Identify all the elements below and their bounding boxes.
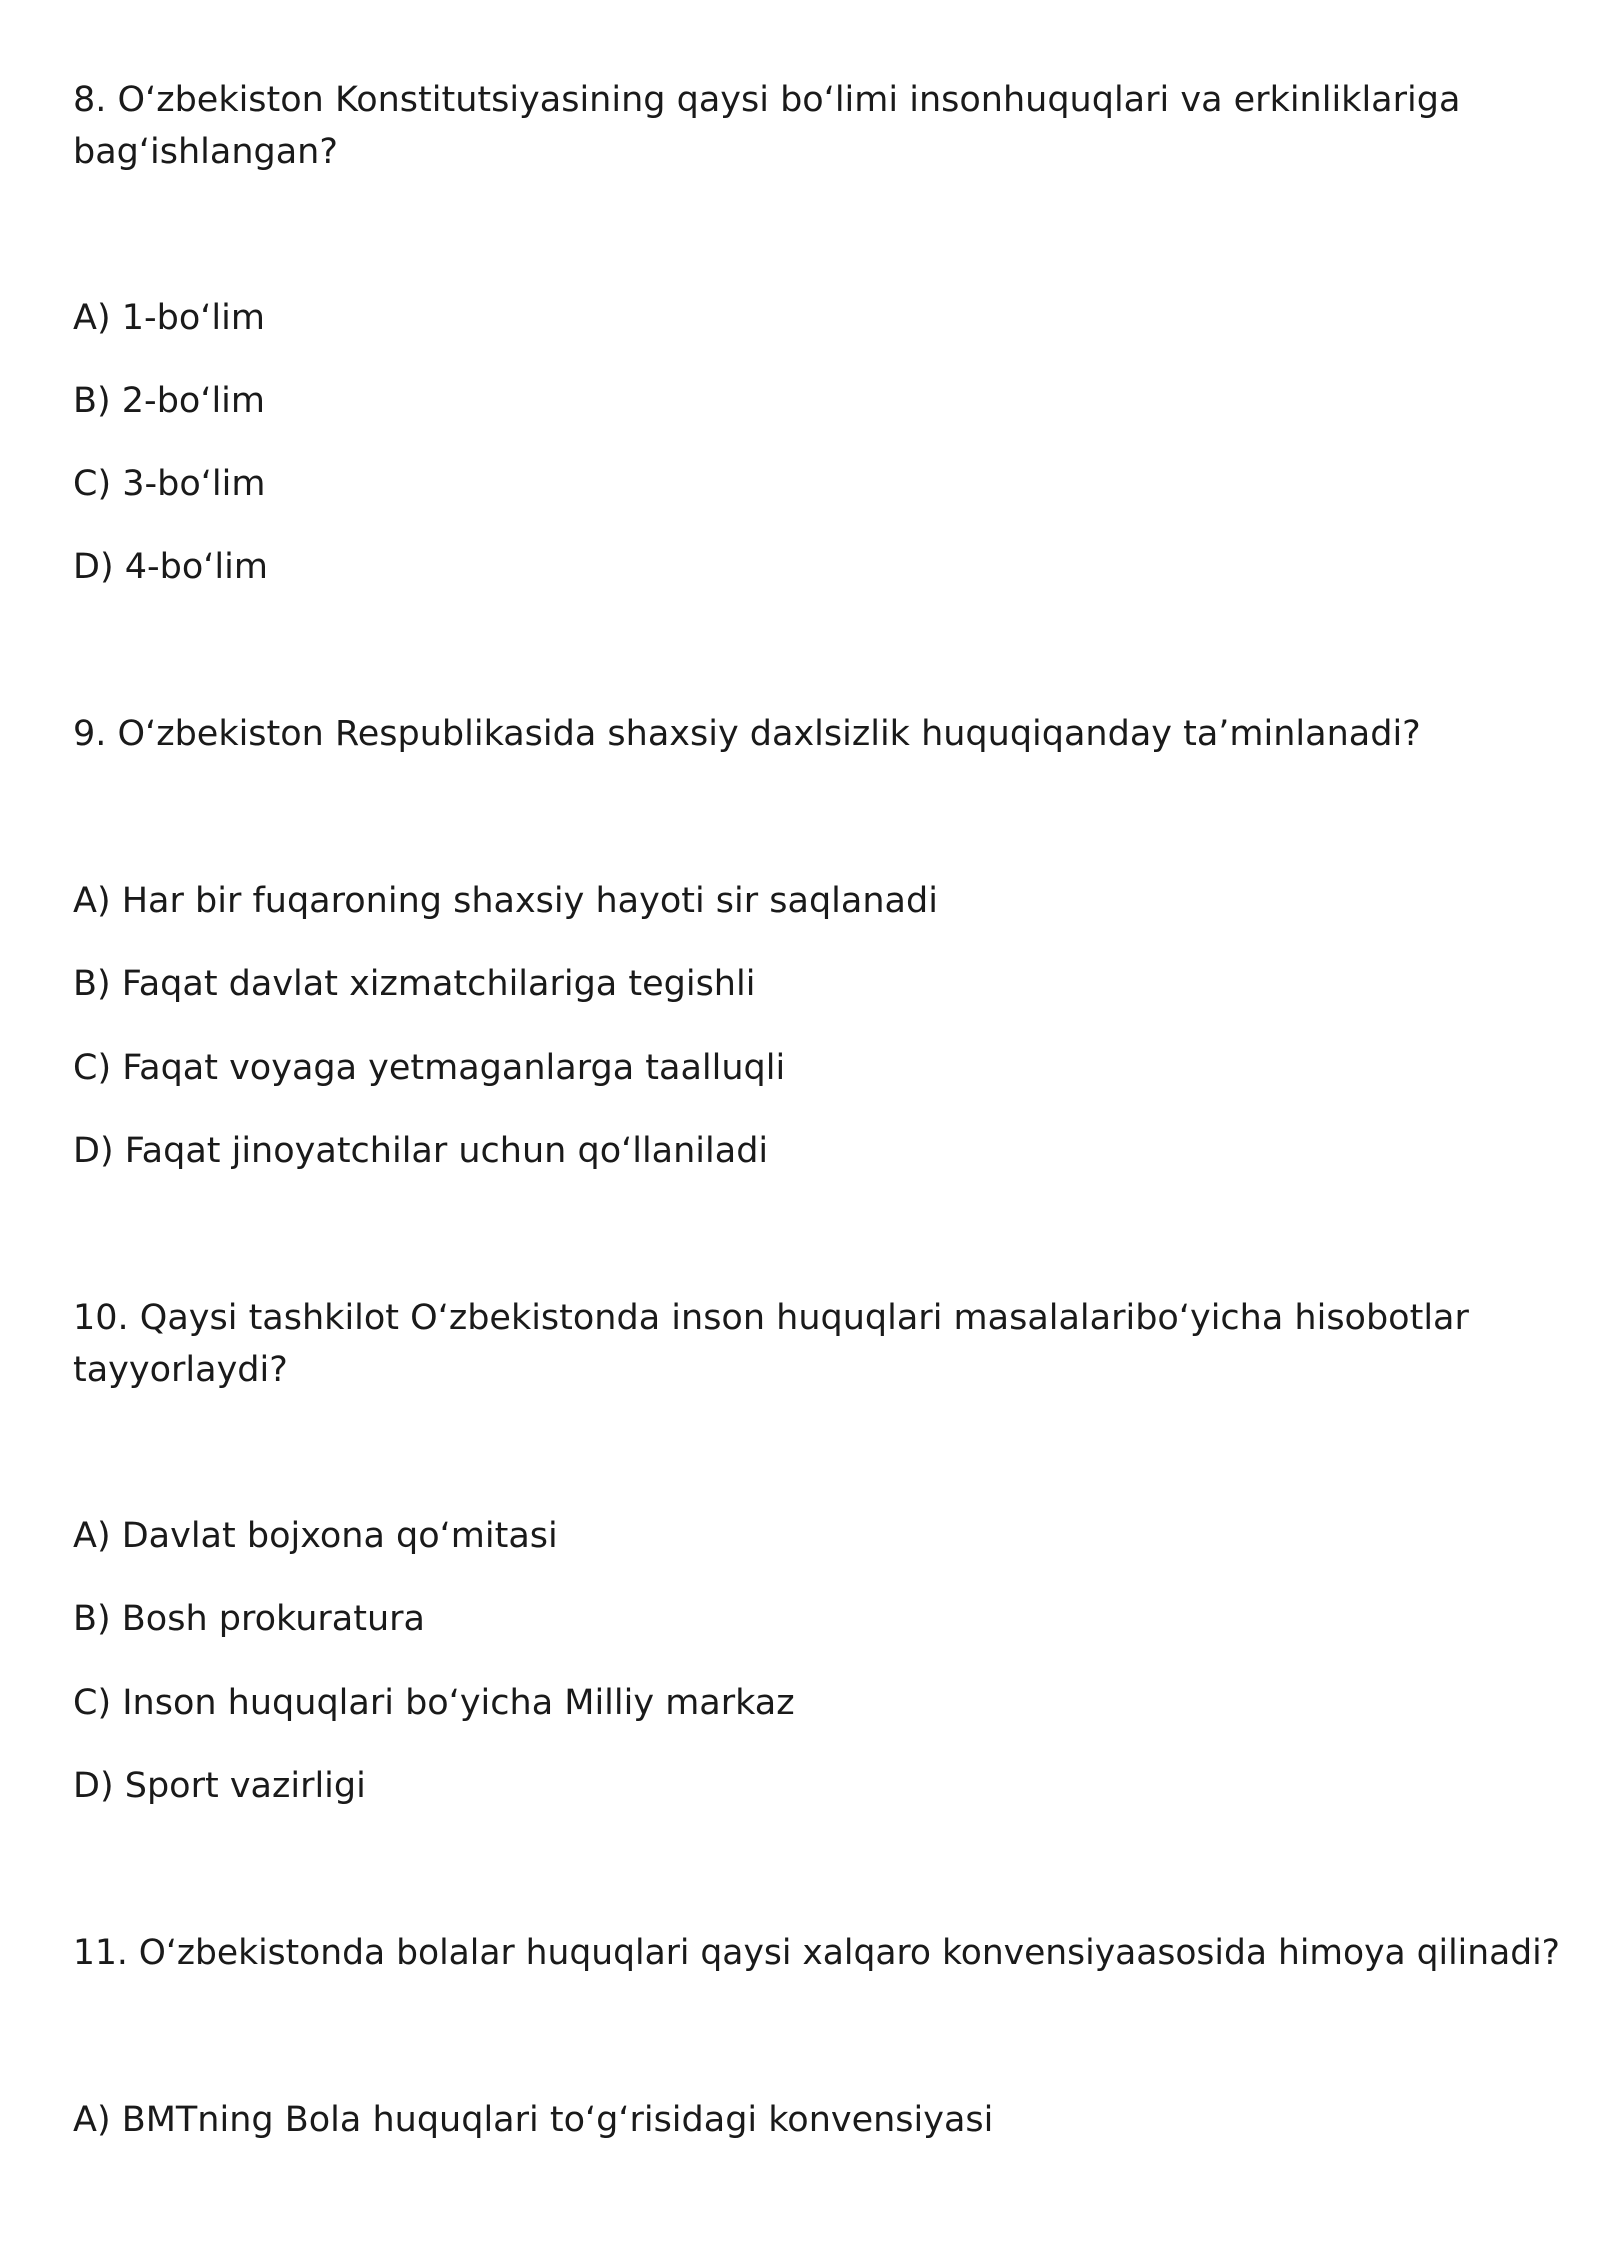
question-9-option-b: B) Faqat davlat xizmatchilariga tegishli <box>73 964 756 1004</box>
question-10-option-a: A) Davlat bojxona qo‘mitasi <box>73 1516 558 1556</box>
question-10-option-c: C) Inson huquqlari bo‘yicha Milliy markaz <box>73 1683 795 1723</box>
question-11-text-line-1: 11. O‘zbekistonda bolalar huquqlari qaysi xalqaro konvensiyaasosida himoya qilinadi? <box>73 1933 1560 1973</box>
question-8-option-d: D) 4-bo‘lim <box>73 547 268 587</box>
question-8-text-line-1: 8. O‘zbekiston Konstitutsiyasining qaysi bo‘limi insonhuquqlari va erkinliklariga <box>73 80 1461 120</box>
question-10-option-d: D) Sport vazirligi <box>73 1766 366 1806</box>
question-9-option-d: D) Faqat jinoyatchilar uchun qo‘llaniladi <box>73 1131 769 1171</box>
question-8-text-line-2: bag‘ishlangan? <box>73 132 338 172</box>
question-9-text-line-1: 9. O‘zbekiston Respublikasida shaxsiy daxlsizlik huquqiqanday ta’minlanadi? <box>73 714 1421 754</box>
question-10-text-line-2: tayyorlaydi? <box>73 1350 288 1390</box>
question-11-option-a: A) BMTning Bola huquqlari to‘g‘risidagi konvensiyasi <box>73 2100 994 2140</box>
question-10-text-line-1: 10. Qaysi tashkilot O‘zbekistonda inson huquqlari masalalaribo‘yicha hisobotlar <box>73 1298 1469 1338</box>
question-8-option-a: A) 1-bo‘lim <box>73 298 265 338</box>
question-10-option-b: B) Bosh prokuratura <box>73 1599 425 1639</box>
question-8-option-b: B) 2-bo‘lim <box>73 381 265 421</box>
question-9-option-a: A) Har bir fuqaroning shaxsiy hayoti sir saqlanadi <box>73 881 938 921</box>
question-9-option-c: C) Faqat voyaga yetmaganlarga taalluqli <box>73 1048 786 1088</box>
question-8-option-c: C) 3-bo‘lim <box>73 464 266 504</box>
